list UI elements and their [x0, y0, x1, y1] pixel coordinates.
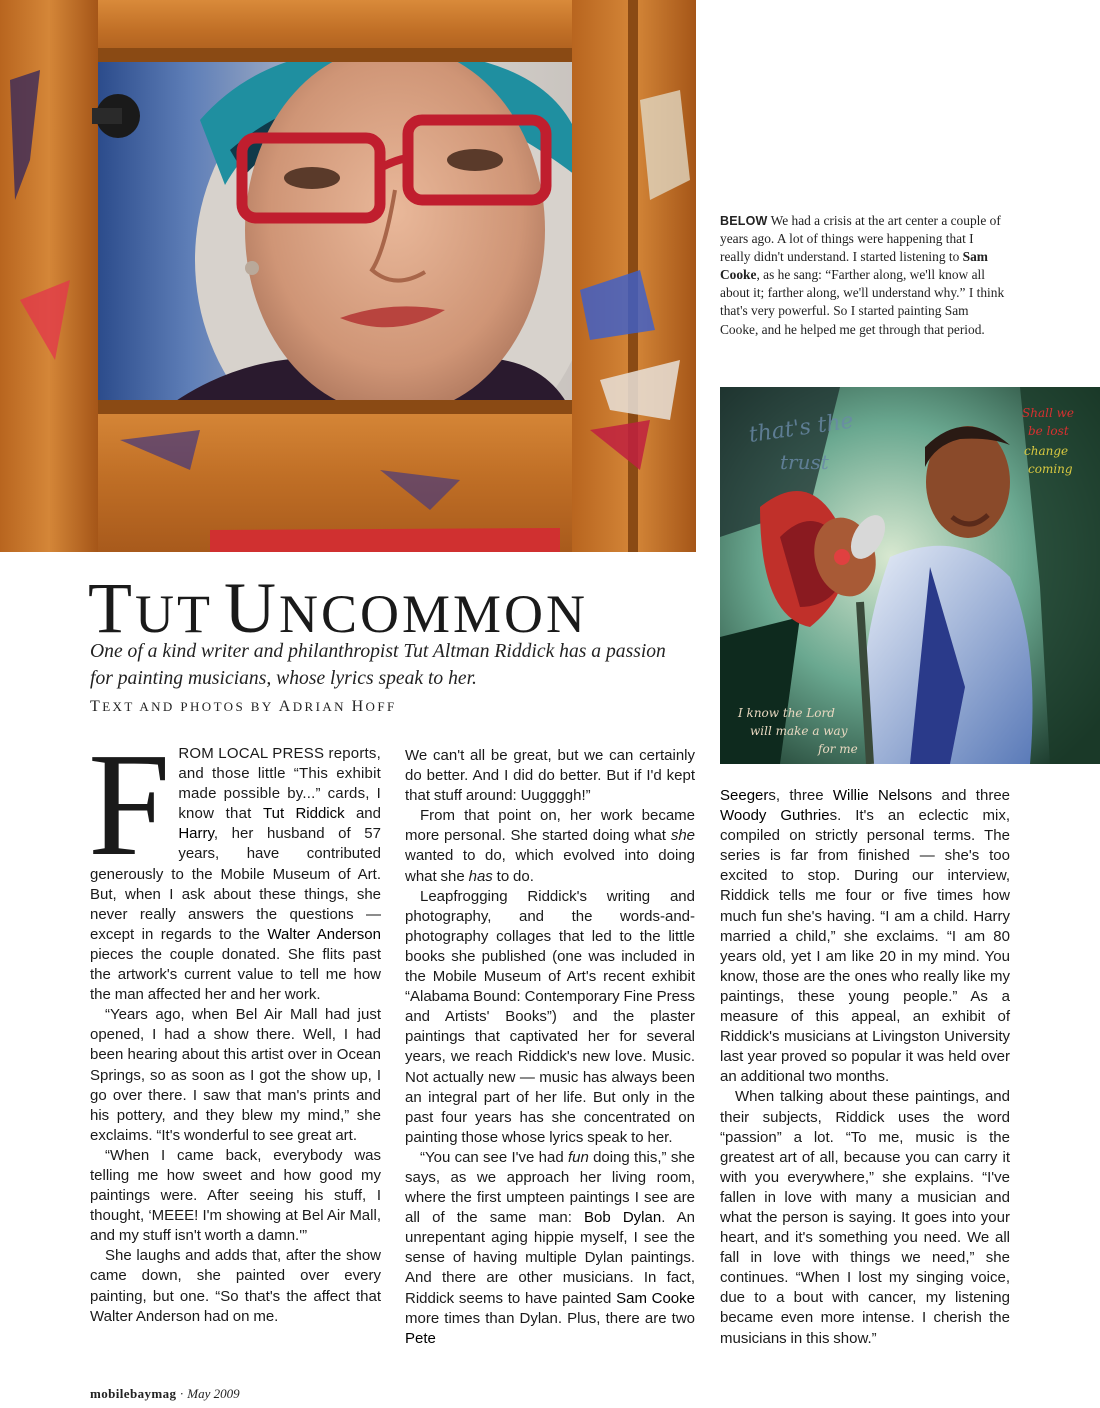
- column-2: [405, 746, 695, 1349]
- caption-text-1: We had a crisis at the art center a couple of years ago. A lot of things were happening that I really didn't understand. I started listening to: [720, 213, 1001, 265]
- painting-image: [720, 387, 1100, 764]
- painting-text-bottom2: will make a way: [750, 724, 848, 738]
- painting-text-bottom1: I know the Lord: [738, 706, 835, 720]
- hero-photo: [0, 0, 696, 552]
- sam-cooke-painting: [720, 387, 1100, 764]
- painting-text-bottom3: for me: [818, 742, 858, 756]
- portrait-photo: [0, 0, 696, 552]
- painting-text-right1: Shall we: [1022, 406, 1074, 420]
- footer-brand: mobilebaymag: [90, 1386, 177, 1401]
- footer-date: May 2009: [187, 1386, 240, 1401]
- article-deck: One of a kind writer and philanthropist Tut Altman Riddick has a passion for painting musicians, whose lyrics speak to her.: [90, 641, 666, 689]
- paragraph: “When I came back, everybody was telling me how sweet and how good my paintings were. After seeing his stuff, I thought, ‘MEEE! I'm showing at Bel Air Mall, and my stuff isn't worth a damn.'”: [90, 1146, 381, 1245]
- painting-text-right2: be lost: [1028, 424, 1069, 438]
- photo-caption: [720, 212, 1005, 339]
- paragraph: She laughs and adds that, after the show came down, she painted over every painting, but one. “So that's the affect that Walter Anderson had on me.: [90, 1247, 381, 1325]
- paragraph: FROM LOCAL PRESS reports, and those little “This exhibit made possible by...” cards, I know that Tut Riddick and Harry, her husband of 57 years, have contributed generously to the Mobile Museum of Art. But, when I ask about these things, she never really answers the questions — except in regards to the Walter Anderson pieces the couple donated. She flits past the artwork's current value to tell me how the man affected her and her work.: [88, 723, 381, 1004]
- painting-text-right4: coming: [1028, 462, 1073, 476]
- paragraph: Leapfrogging Riddick's writing and photography, and the words-and-photography collages that led to the little books she published (one was included in the Mobile Museum of Art's recent exhibit “Alabama Bound: Contemporary Fine Press and Artists' Books”) and the plaster paintings that captivated her for several years, we reach Riddick's new love. Music. Not actually new — music has always been an integral part of her life. But only in the past four years has she concentrated on painting those whose lyrics speak to her.: [405, 887, 695, 1146]
- painting-text-right3: change: [1024, 444, 1069, 458]
- byline: TEXT AND PHOTOS BY ADRIAN HOFF: [90, 698, 397, 715]
- caption-text-2: , as he sang: “Farther along, we'll know all about it; farther along, we'll understand why.” I think that's very powerful. So I started painting Sam Cooke, and he helped me get through that period.: [720, 267, 1005, 337]
- paragraph: “Years ago, when Bel Air Mall had just opened, I had a show there. Well, I had been hearing about this artist over in Ocean Springs, so as soon as I got the show up, I go over there. I saw that man's prints and his pottery, and they blew my mind,” she exclaims. “It's wonderful to see great art.: [90, 1006, 381, 1144]
- painting-text-left1: that's the: [747, 408, 856, 448]
- page-footer: mobilebaymag · May 2009: [90, 1386, 240, 1401]
- column-3: [720, 786, 1010, 1349]
- paragraph: We can't all be great, but we can certainly do better. And I did do better. But if I'd kept that stuff around: Uuggggh!”: [405, 747, 695, 805]
- drop-cap: F: [88, 723, 171, 887]
- paragraph: When talking about these paintings, and their subjects, Riddick uses the word “passion” a lot. “To me, music is the greatest art of all, because you can carry it with you everywhere,” she explains. “I've fallen in love with many a musician and what the person is saying. It goes into your heart, and it's something you need. We all fall in love with things we need,” she continues. “When I lost my singing voice, due to a bout with cancer, my listening became even more intense. I cherish the musicians in this show.”: [720, 1088, 1010, 1347]
- painting-text-left2: trust: [780, 450, 829, 474]
- paragraph: “You can see I've had fun doing this,” she says, as we approach her living room, where the first umpteen paintings I see are all of the same man: Bob Dylan. An unrepentant aging hippie myself, I see the sense of having multiple Dylan paintings. And there are other musicians. In fact, Riddick seems to have painted Sam Cooke more times than Dylan. Plus, there are two Pete: [405, 1148, 695, 1347]
- caption-name: Sam Cooke: [720, 249, 988, 283]
- caption-lead: BELOW: [720, 214, 768, 228]
- column-1: [88, 723, 381, 1327]
- paragraph: Seegers, three Willie Nelsons and three Woody Guthries. It's an eclectic mix, compiled on strictly personal terms. The series is far from finished — she's too excited to stop. During our interview, Riddick tells me four or five times how much fun she's having. “I am a child. Harry married a child,” she exclaims. “I am 80 years old, yet I am like 20 in my mind. You know, those are the ones who really like my paintings, these young people.” As a measure of this appeal, an exhibit of Riddick's musicians at Livingston University last year proved so popular it was held over an additional two months.: [720, 787, 1010, 1086]
- paragraph: From that point on, her work became more personal. She started doing what she wanted to do, which evolved into doing what she has to do.: [405, 807, 695, 885]
- article-title: TUT UNCOMMON: [88, 568, 589, 648]
